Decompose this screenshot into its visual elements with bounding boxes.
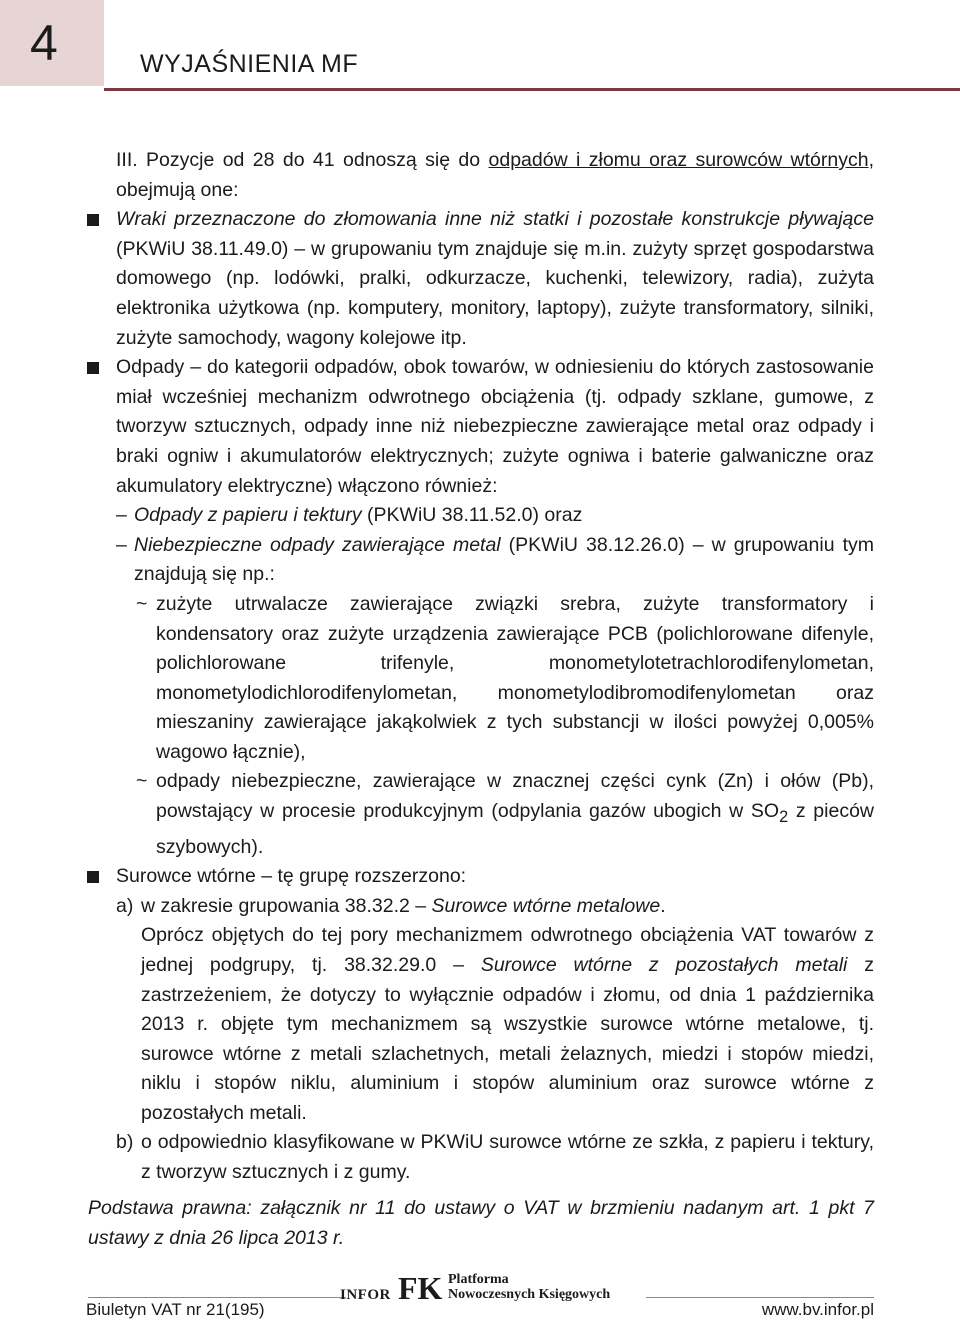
tilde-marker: ~ <box>136 592 148 615</box>
dash-marker: – <box>116 533 127 556</box>
logo-infor-text: INFOR <box>340 1287 391 1303</box>
item-a-end: . <box>660 894 666 917</box>
square-bullet-icon <box>87 362 99 374</box>
footer-rule-right <box>646 1297 874 1298</box>
tilde-item-cynk-text-end: z pieców szybowych). <box>156 800 874 858</box>
item-a <box>116 892 874 922</box>
intro-text-end: , obejmują one: <box>116 149 874 201</box>
intro-text: III. Pozycje od 28 do 41 odnoszą się do <box>116 149 489 171</box>
publisher-logo <box>340 1272 646 1306</box>
bullet-wraki-title: Wraki przeznaczone do złomowania inne niż statki i pozostałe konstrukcje pływające <box>116 208 874 231</box>
footer-url[interactable]: www.bv.infor.pl <box>761 1300 874 1319</box>
tilde-item-cynk <box>116 767 874 862</box>
item-b-marker: b) <box>116 1131 134 1154</box>
logo-line1: Platforma <box>448 1272 509 1287</box>
dash-marker: – <box>116 504 127 527</box>
subscript-2: 2 <box>779 807 789 826</box>
bullet-odpady-text: Odpady – do kategorii odpadów, obok towarów, w odniesieniu do których zastosowanie miał wcześniej mechanizm odwrotnego obciążenia (tj. odpady szklane, gumowe, z tworzyw sztucznych, odpady inne niż niebezpieczne zawierające metal oraz odpady i braki ogniw i akumulatorów elektrycznych; zużyte ogniwa i baterie galwaniczne oraz akumulatory elektryczne) włączono również: <box>116 356 874 497</box>
bullet-surowce-text: Surowce wtórne – tę grupę rozszerzono: <box>116 865 467 888</box>
page-number: 4 <box>30 15 58 71</box>
footer-publication: Biuletyn VAT nr 21(195) <box>86 1300 265 1319</box>
dash-item-papier-title: Odpady z papieru i tektury <box>134 504 362 527</box>
logo-fk-text: FK <box>398 1270 443 1306</box>
intro-paragraph <box>116 146 874 205</box>
bullet-odpady <box>116 353 874 862</box>
tilde-item-cynk-text: odpady niebezpieczne, zawierające w znacznej części cynk (Zn) i ołów (Pb), powstający w procesie produkcyjnym (odpylania gazów ubogich w SO <box>156 770 874 823</box>
tilde-marker: ~ <box>136 770 148 793</box>
tilde-item-utrwalacze <box>116 590 874 768</box>
dash-item-niebezpieczne-title: Niebezpieczne odpady zawierające metal <box>134 533 501 556</box>
document-body <box>116 146 874 1188</box>
item-a-paragraph-text-end: z zastrzeżeniem, że dotyczy to wyłącznie odpadów i złomu, od dnia 1 października 2013 r. objęte tym mechanizmem są wszystkie surowce wtórne metalowe, tj. surowce wtórne z metali szlachetnych, metali żelaznych, miedzi i stopów miedzi, niklu i stopów niklu, aluminium i stopów aluminium oraz surowce wtórne z pozostałych metali. <box>141 953 874 1124</box>
section-title: WYJAŚNIENIA MF <box>140 50 359 78</box>
dash-item-papier <box>116 501 874 531</box>
item-a-marker: a) <box>116 894 134 917</box>
legal-basis: Podstawa prawna: załącznik nr 11 do ustawy o VAT w brzmieniu nadanym art. 1 pkt 7 ustawy z dnia 26 lipca 2013 r. <box>88 1197 874 1249</box>
item-a-paragraph-italic: Surowce wtórne z pozostałych metali <box>480 953 848 976</box>
item-b <box>116 1128 874 1187</box>
bullet-wraki <box>116 205 874 353</box>
footer-rule-left <box>88 1297 346 1298</box>
square-bullet-icon <box>87 871 99 883</box>
tilde-item-utrwalacze-text: zużyte utrwalacze zawierające związki srebra, zużyte transformatory i kondensatory oraz zużyte urządzenia zawierające PCB (polichlorowane difenyle, polichlorowane trifenyle, monometylotetrachlorodifenylometan, monometylodichlorodifenylometan, monometylodibromodifenylometan oraz mieszaniny zawierające jakąkolwiek z tych substancji w ilości powyżej 0,005% wagowo łącznie), <box>156 592 874 763</box>
item-a-text: w zakresie grupowania 38.32.2 – <box>141 894 432 917</box>
logo-line2: Nowoczesnych Księgowych <box>448 1287 611 1302</box>
item-a-paragraph-text: Oprócz objętych do tej pory mechanizmem odwrotnego obciążenia VAT towarów z jednej podgrupy, tj. 38.32.29.0 – <box>141 924 874 976</box>
dash-item-papier-text: (PKWiU 38.11.52.0) oraz <box>361 504 583 527</box>
intro-underlined-term: odpadów i złomu oraz surowców wtórnych <box>488 149 869 171</box>
item-a-italic: Surowce wtórne metalowe <box>431 894 661 917</box>
dash-item-niebezpieczne-text: (PKWiU 38.12.26.0) – w grupowaniu tym znajdują się np.: <box>134 533 874 586</box>
bullet-surowce <box>116 862 874 1188</box>
item-a-paragraph <box>116 921 874 1128</box>
header-rule <box>104 88 960 91</box>
bullet-wraki-text: (PKWiU 38.11.49.0) – w grupowaniu tym znajduje się m.in. zużyty sprzęt gospodarstwa domowego (np. lodówki, pralki, odkurzacze, kuchenki, telewizory, radia), zużyta elektronika użytkowa (np. komputery, monitory, laptopy), zużyte transformatory, silniki, zużyte samochody, wagony kolejowe itp. <box>116 237 874 349</box>
dash-item-niebezpieczne <box>116 531 874 590</box>
square-bullet-icon <box>87 214 99 226</box>
item-b-text: o odpowiednio klasyfikowane w PKWiU surowce wtórne ze szkła, z papieru i tektury, z tworzyw sztucznych i z gumy. <box>141 1131 874 1184</box>
